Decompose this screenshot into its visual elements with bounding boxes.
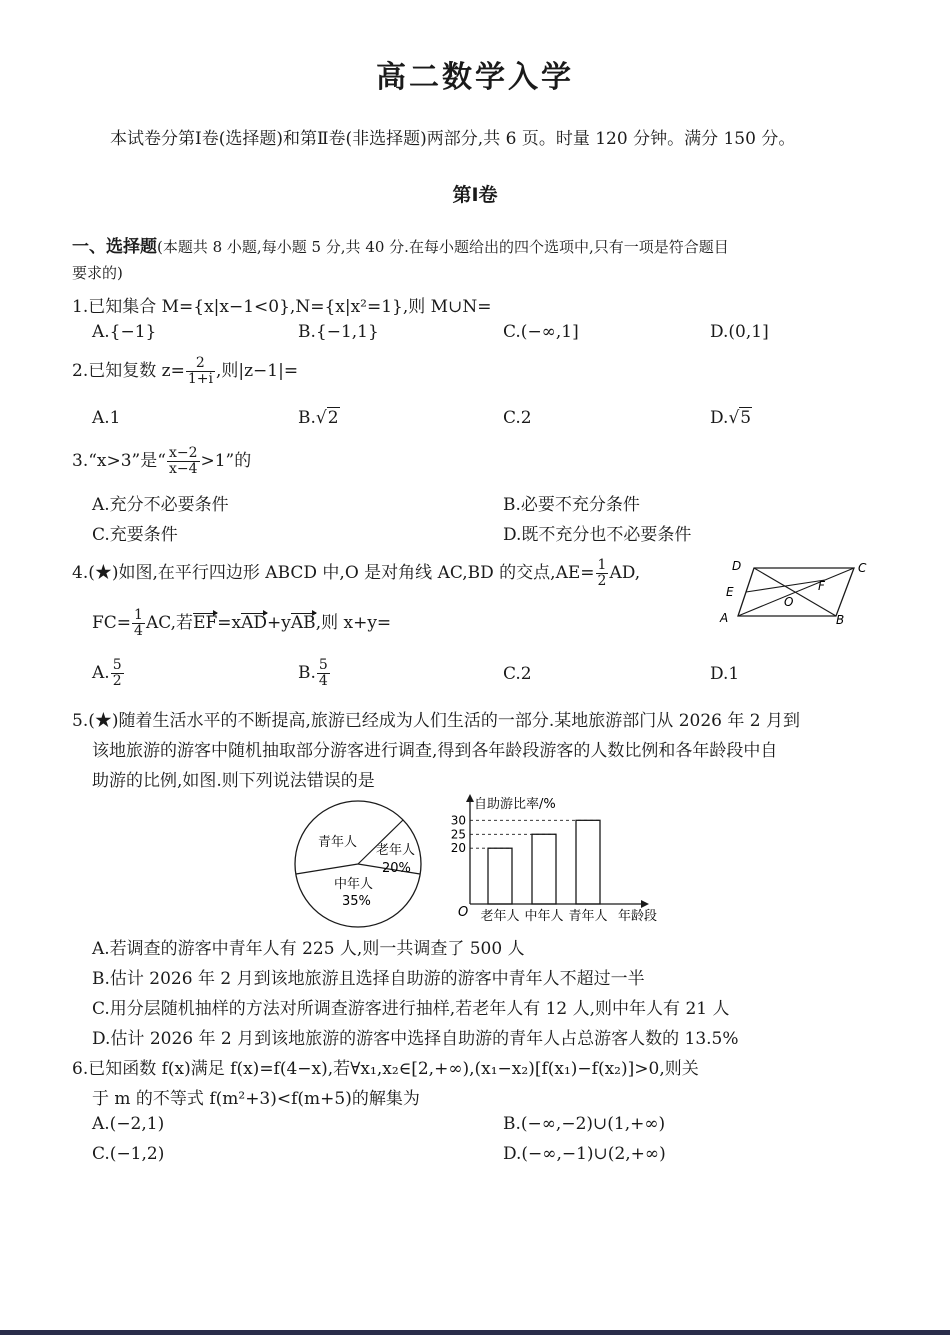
q1-option-a: A.{−1}: [92, 322, 157, 342]
part-heading: 第Ⅰ卷: [452, 184, 498, 206]
q2-option-b-label: B.: [298, 408, 316, 428]
q1-option-d: D.(0,1]: [710, 322, 769, 342]
label-c: C: [858, 561, 867, 575]
q5-option-d: D.估计 2026 年 2 月到该地旅游的游客中选择自助游的青年人占总游客人数的 13.5%: [92, 1029, 739, 1049]
q4-option-a-label: A.: [92, 663, 110, 683]
q5-option-a: A.若调查的游客中青年人有 225 人,则一共调查了 500 人: [92, 939, 525, 959]
q4-option-b-label: B.: [298, 663, 316, 683]
category-label-2: 中年人: [524, 909, 564, 924]
q3-option-d: D.既不充分也不必要条件: [503, 525, 692, 545]
q4-option-a-den: 2: [112, 673, 122, 689]
q3-fraction: [167, 446, 200, 477]
q3-option-c: C.充要条件: [92, 525, 178, 545]
q4-option-a-fraction: [111, 658, 124, 689]
pie-label-old-pct: 20%: [382, 861, 411, 876]
q4-ae-num: 1: [597, 557, 607, 573]
category-label-1: 老年人: [480, 909, 520, 924]
q4-line2: [92, 608, 391, 639]
bar-2: [532, 834, 556, 904]
vector-ab: AB: [290, 613, 316, 633]
page-title: 高二数学入学: [376, 60, 574, 95]
label-d: D: [732, 559, 742, 573]
q6-line2: 于 m 的不等式 f(m²+3)<f(m+5)的解集为: [92, 1089, 420, 1109]
q4-option-b-den: 4: [318, 673, 328, 689]
q4-option-a-num: 5: [112, 657, 122, 673]
pie-label-young: 青年人: [318, 835, 358, 850]
q1-option-c: C.(−∞,1]: [503, 322, 579, 342]
section-title: 一、选择题: [72, 237, 157, 257]
segment-ef: [746, 580, 825, 592]
q6-option-b: B.(−∞,−2)∪(1,+∞): [503, 1114, 666, 1134]
q3-stem-pre: 3.“x>3”是“: [72, 451, 166, 471]
q4-line1-post: AD,: [609, 563, 641, 583]
q2-option-a: A.1: [92, 408, 121, 428]
q5-line2: 该地旅游的游客中随机抽取部分游客进行调查,得到各年龄段游客的人数比例和各年龄段中自: [92, 741, 778, 761]
q4-option-d: D.1: [710, 664, 740, 684]
origin-label: O: [458, 905, 469, 920]
footer-bar: [0, 1330, 950, 1335]
section-heading: [72, 232, 729, 257]
y-axis-arrow: [466, 794, 474, 802]
label-o: O: [784, 595, 794, 609]
q4-plus: +y: [267, 613, 291, 633]
pie-label-mid: 中年人: [334, 877, 374, 892]
bar-series: [451, 813, 608, 924]
section-note: (本题共 8 小题,每小题 5 分,共 40 分.在每小题给出的四个选项中,只有一项是符合题目: [157, 238, 729, 256]
q5-line3: 助游的比例,如图.则下列说法错误的是: [92, 771, 375, 791]
q3-stem-post: >1”的: [200, 451, 252, 471]
y-axis-label: 自助游比率/%: [474, 797, 556, 812]
q4-option-b-fraction: [317, 658, 330, 689]
q2-den: 1+i: [187, 371, 213, 387]
q2-option-d-label: D.: [710, 408, 729, 428]
label-e: E: [726, 585, 734, 599]
q3-stem: [72, 446, 251, 477]
y-tick-label-3: 30: [450, 813, 466, 828]
q1-stem: 1.已知集合 M={x|x−1<0},N={x|x²=1},则 M∪N=: [72, 297, 492, 317]
q2-num: 2: [186, 356, 215, 372]
q4-tail: ,则 x+y=: [315, 613, 392, 633]
pie-label-mid-pct: 35%: [342, 894, 371, 909]
q3-option-a: A.充分不必要条件: [92, 495, 229, 515]
q4-line1-pre: 4.(★)如图,在平行四边形 ABCD 中,O 是对角线 AC,BD 的交点,AE=: [72, 563, 595, 583]
q6-option-d: D.(−∞,−1)∪(2,+∞): [503, 1144, 666, 1164]
label-f: F: [818, 579, 825, 593]
q4-option-c: C.2: [503, 664, 532, 684]
q4-ae-den: 2: [597, 573, 607, 589]
q3-num: x−2: [168, 445, 198, 461]
pie-label-old: 老年人: [376, 843, 416, 858]
q5-option-b: B.估计 2026 年 2 月到该地旅游且选择自助游的游客中青年人不超过一半: [92, 969, 645, 989]
q2-stem-post: ,则|z−1|=: [215, 361, 299, 381]
section-note-cont: 要求的): [72, 264, 123, 282]
label-b: B: [836, 613, 845, 627]
bar-3: [576, 820, 600, 904]
q2-fraction: [186, 356, 215, 387]
q3-den: x−4: [168, 461, 198, 477]
q4-line1: [72, 558, 640, 589]
q2-option-d: D.√5: [710, 408, 752, 428]
q4-ae-fraction: [596, 558, 609, 589]
q2-stem-pre: 2.已知复数 z=: [72, 361, 185, 381]
q4-fc-fraction: [132, 608, 145, 639]
label-a: A: [720, 611, 729, 625]
q5-option-c: C.用分层随机抽样的方法对所调查游客进行抽样,若老年人有 12 人,则中年人有 21 人: [92, 999, 730, 1019]
q4-line2-pre: FC=: [92, 613, 132, 633]
vector-ad: AD: [241, 613, 268, 633]
exam-intro: 本试卷分第Ⅰ卷(选择题)和第Ⅱ卷(非选择题)两部分,共 6 页。时量 120 分钟。满分 150 分。: [110, 129, 796, 149]
q4-fc-den: 4: [134, 623, 143, 639]
x-axis-label: 年龄段: [618, 909, 658, 924]
x-axis-arrow: [641, 900, 649, 908]
q2-option-b: B.√2: [298, 408, 339, 428]
q4-fc-num: 1: [134, 607, 143, 623]
q4-option-a: [92, 658, 125, 689]
q3-option-b: B.必要不充分条件: [503, 495, 640, 515]
q2-option-c: C.2: [503, 408, 532, 428]
q4-option-b-num: 5: [318, 657, 328, 673]
y-tick-label-2: 25: [450, 827, 466, 842]
q2-option-d-radicand: 5: [740, 408, 752, 428]
q6-option-c: C.(−1,2): [92, 1144, 165, 1164]
q4-eq: =x: [217, 613, 242, 633]
q6-line1: 6.已知函数 f(x)满足 f(x)=f(4−x),若∀x₁,x₂∈[2,+∞),(x₁−x₂)[f(x₁)−f(x₂)]>0,则关: [72, 1059, 699, 1079]
q6-option-a: A.(−2,1): [92, 1114, 165, 1134]
q2-stem: [72, 356, 298, 387]
pie-divider-3: [296, 864, 358, 874]
q1-option-b: B.{−1,1}: [298, 322, 379, 342]
category-label-3: 青年人: [568, 909, 608, 924]
q4-option-b: [298, 658, 331, 689]
parallelogram-figure: [712, 556, 872, 632]
bar-1: [488, 848, 512, 904]
bar-chart: [446, 792, 676, 932]
q5-line1: 5.(★)随着生活水平的不断提高,旅游已经成为人们生活的一部分.某地旅游部门从 2026 年 2 月到: [72, 711, 800, 731]
y-tick-label-1: 20: [450, 841, 466, 856]
q2-option-b-radicand: 2: [327, 408, 339, 428]
vector-ef: EF: [193, 613, 218, 633]
q4-line2-mid: AC,若: [145, 613, 194, 633]
pie-chart: [290, 800, 430, 930]
